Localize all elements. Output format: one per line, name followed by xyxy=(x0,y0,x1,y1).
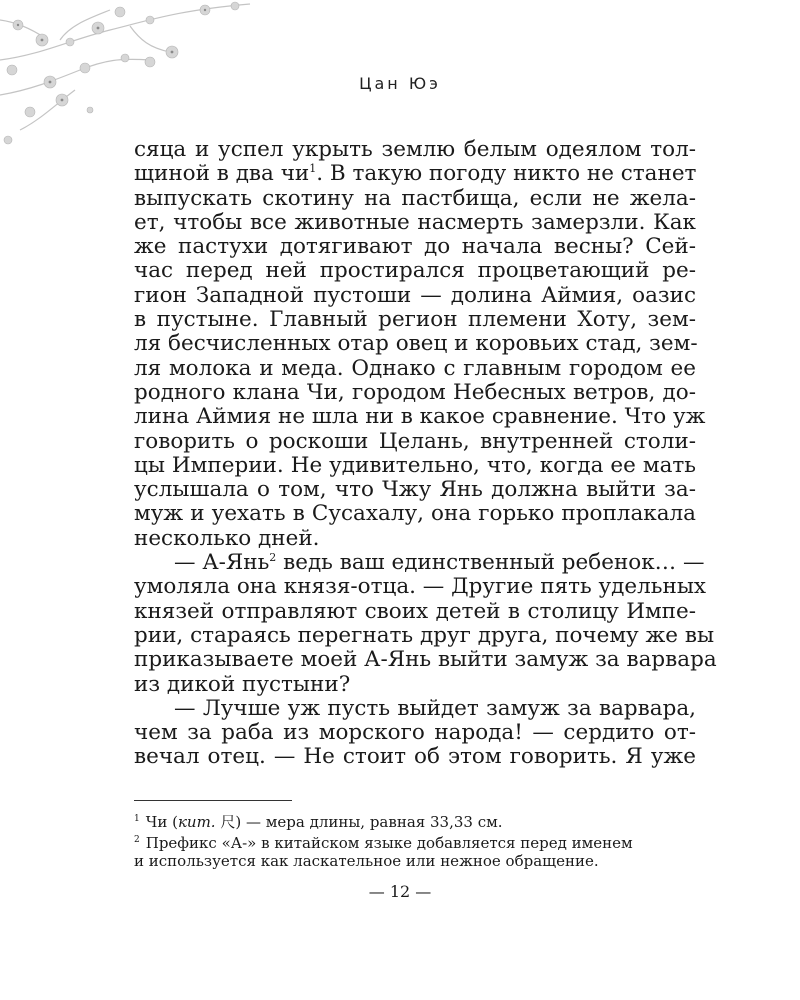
text-line: лина Аймия не шла ни в какое сравнение. Что уж xyxy=(134,404,706,430)
text-line: муж и уехать в Сусахалу, она горько проплакала xyxy=(134,501,696,527)
text-line: умоляла она князя-отца. — Другие пять удельных xyxy=(134,574,707,600)
text-line: чем за раба из морского народа! — сердито от- xyxy=(134,720,696,746)
text-line: родного клана Чи, городом Небесных ветров, до- xyxy=(134,379,696,405)
footnotes xyxy=(134,810,700,870)
footnote-separator xyxy=(134,800,292,801)
text-line: в пустыне. Главный регион племени Хоту, зем- xyxy=(134,307,696,333)
text-line: из дикой пустыни? xyxy=(134,671,351,697)
text-line: час перед ней простирался процветающий ре- xyxy=(134,258,696,284)
text-line: князей отправляют своих детей в столицу Импе- xyxy=(134,598,696,624)
text-line: сяца и успел укрыть землю белым одеялом тол- xyxy=(134,137,696,162)
running-head-author: Цан Юэ xyxy=(359,74,441,93)
text-line: говорить о роскоши Целань, внутренней столи- xyxy=(134,428,696,454)
body-text xyxy=(134,137,717,770)
footnote-ref-2[interactable]: 2 xyxy=(269,550,277,564)
text-line: ля бесчисленных отар овец и коровьих стад, зем- xyxy=(134,331,698,357)
text-line: — А-Янь$^2$ ведь ваш единственный ребенок… — xyxy=(174,550,705,576)
footnote-2-continued: и используется как ласкательное или нежное обращение. xyxy=(134,852,599,870)
text-line: же пастухи дотягивают до начала весны? Сей- xyxy=(134,234,696,260)
footnote-2: $^2$ Префикс «А-» в китайском языке добавляется перед именем xyxy=(134,834,633,852)
text-line: гион Западной пустоши — долина Аймия, оазис xyxy=(134,282,696,308)
text-line: приказываете моей А-Янь выйти замуж за варвара xyxy=(134,647,717,673)
text-line: несколько дней. xyxy=(134,525,320,551)
footnote-1: $^1$ Чи (кит. 尺) — мера длины, равная 33,33 см. xyxy=(134,813,503,831)
text-line: щиной в два чи$^1$. В такую погоду никто не станет xyxy=(134,161,697,187)
text-line: рии, стараясь перегнать друг друга, почему же вы xyxy=(134,622,715,648)
text-line: — Лучше уж пусть выйдет замуж за варвара, xyxy=(174,695,696,721)
text-line: выпускать скотину на пастбища, если не жела- xyxy=(134,185,696,211)
text-line: ет, чтобы все животные насмерть замерзли. Как xyxy=(134,209,696,235)
text-line: вечал отец. — Не стоит об этом говорить. Я уже xyxy=(134,744,696,770)
text-line: услышала о том, что Чжу Янь должна выйти за- xyxy=(134,477,696,503)
footnote-ref-1[interactable]: 1 xyxy=(309,162,317,176)
page-number: — 12 — xyxy=(368,882,432,901)
text-line: ля молока и меда. Однако с главным городом ее xyxy=(134,355,696,381)
text-line: цы Империи. Не удивительно, что, когда ее мать xyxy=(134,452,696,478)
